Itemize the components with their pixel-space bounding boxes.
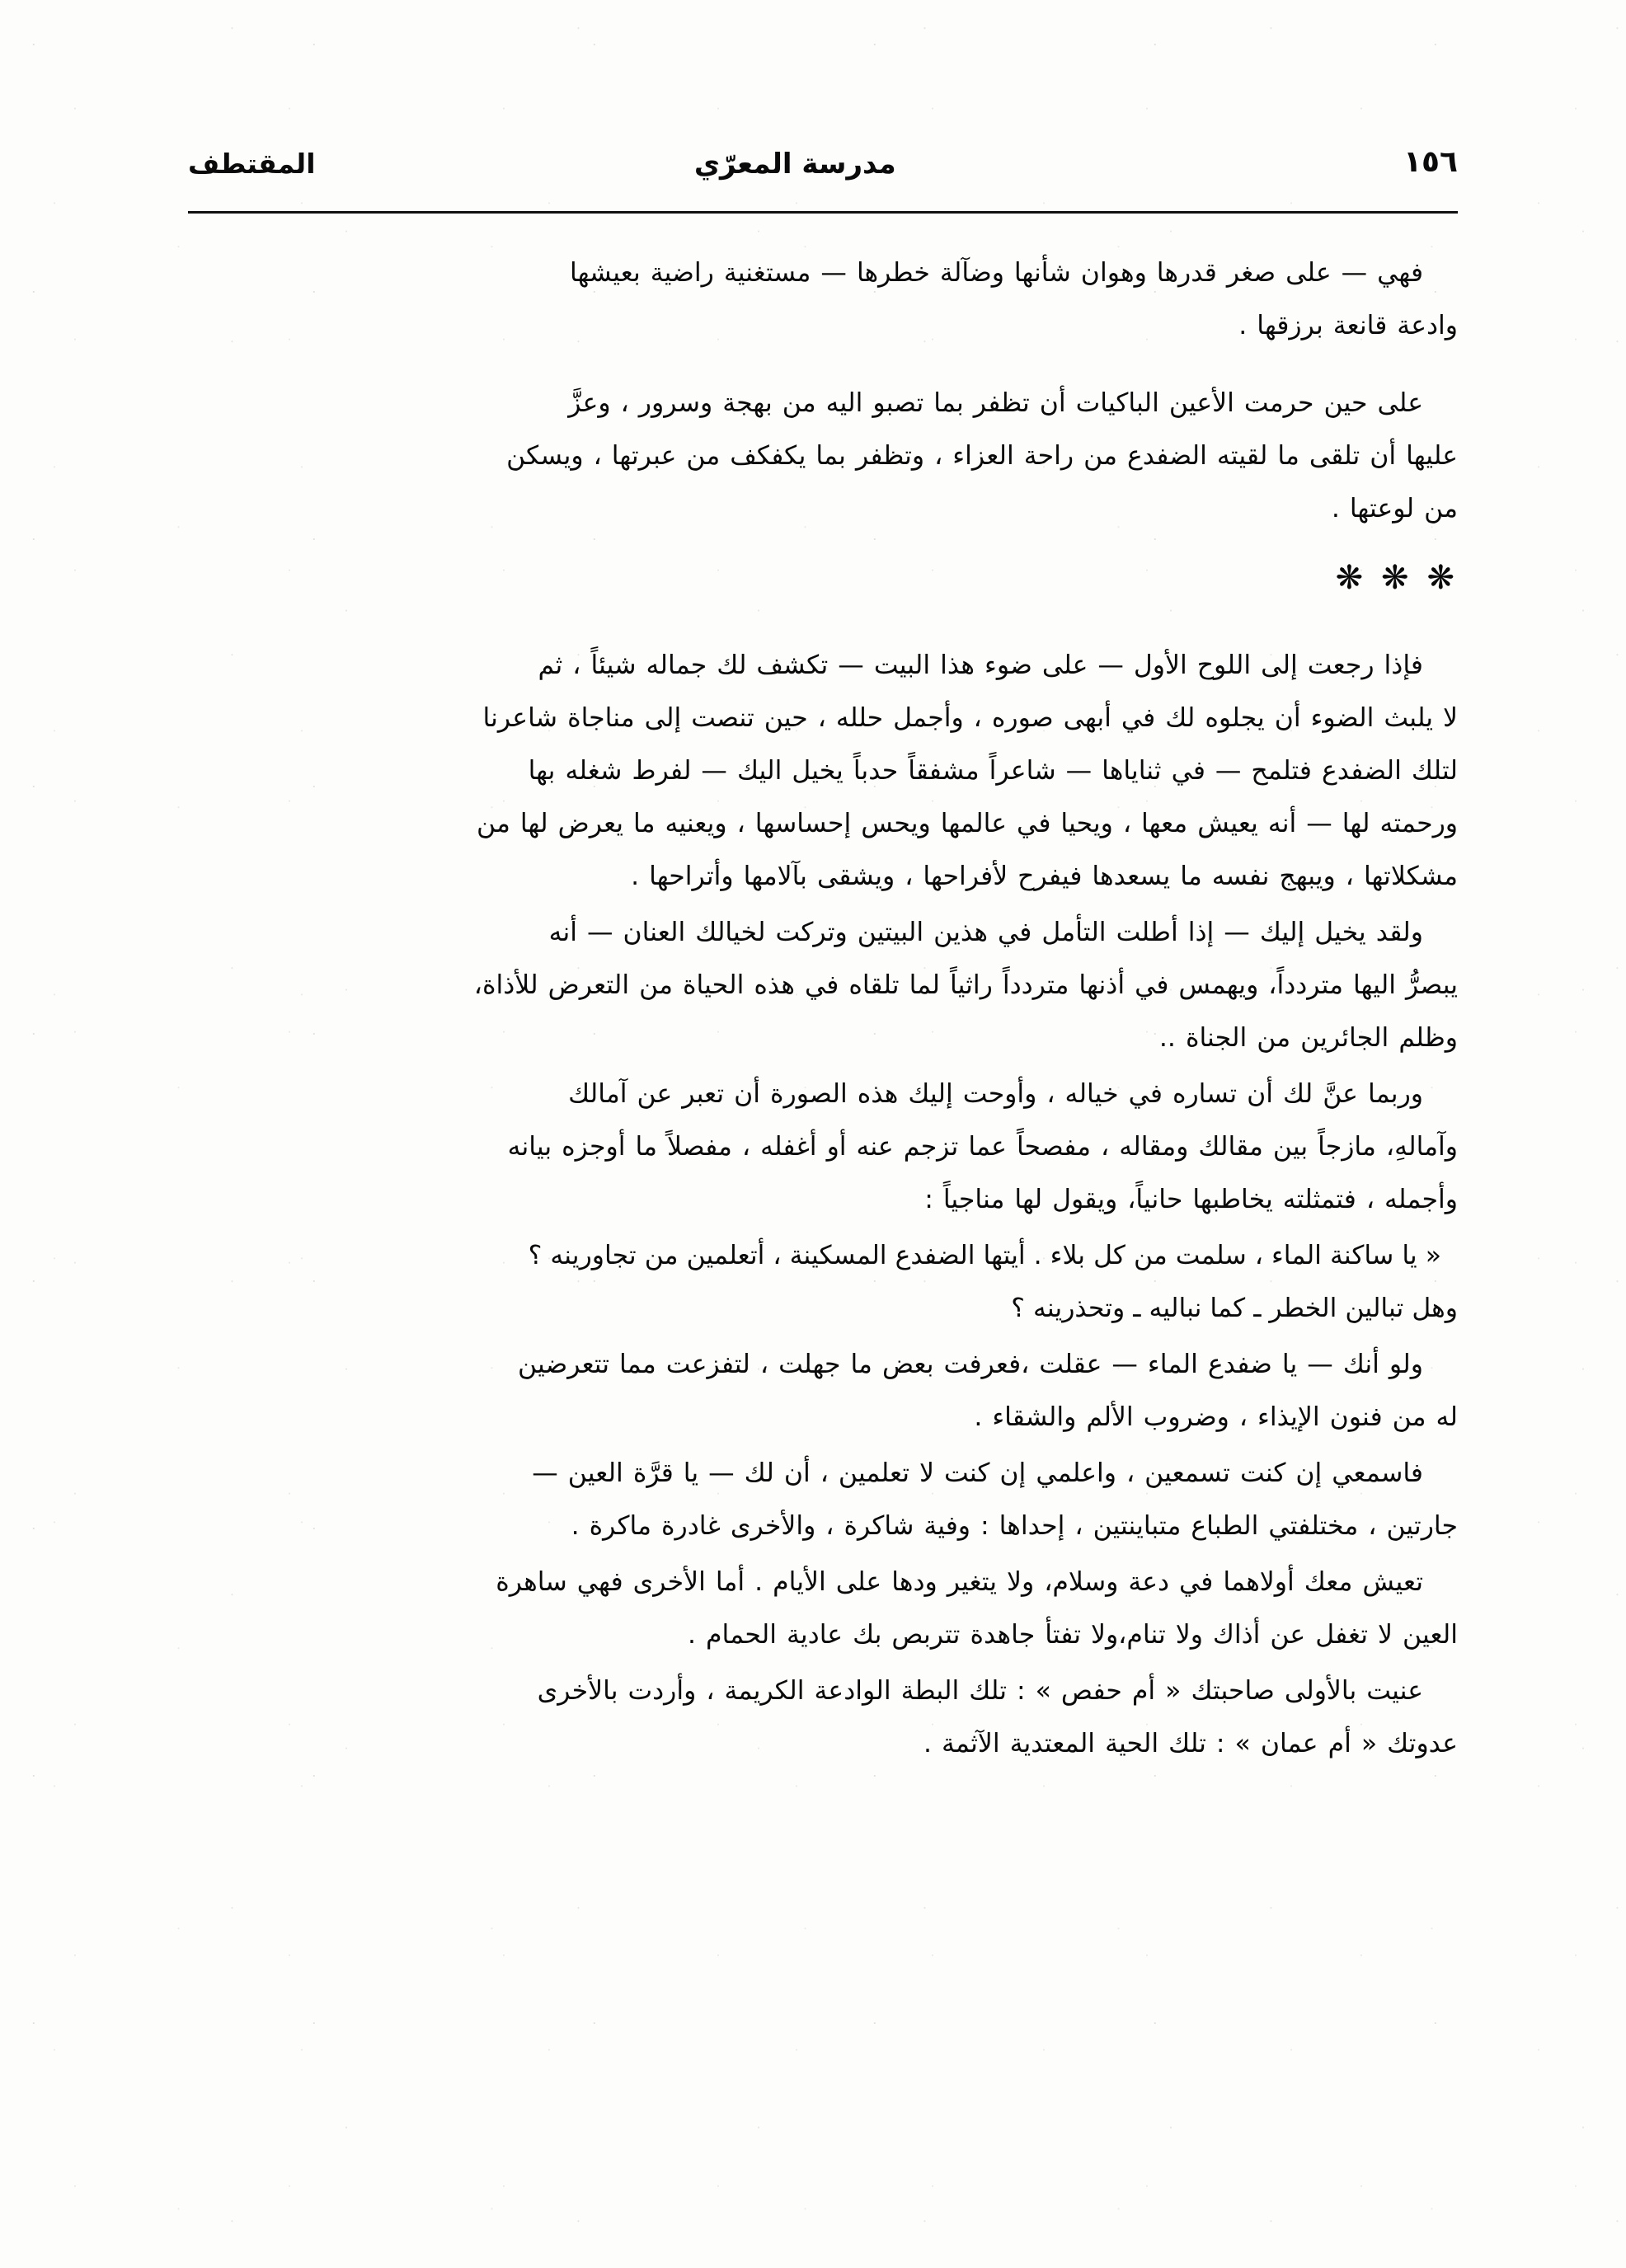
text-line: العين لا تغفل عن أذاك ولا تنام،ولا تفتأ جاهدة تتربص بك عادية الحمام . (687, 1620, 1458, 1650)
text-line: فإذا رجعت إلى اللوح الأول — على ضوء هذا البيت — تكشف لك جماله شيئاً ، ثم (538, 650, 1423, 680)
paragraph (188, 906, 1458, 1064)
journal-name: المقتطف (188, 148, 316, 180)
text-line: جارتين ، مختلفتي الطباع متباينتين ، إحداها : وفية شاكرة ، والأخرى غادرة ماكرة . (571, 1511, 1458, 1541)
text-line: عدوتك « أم عمان » : تلك الحية المعتدية الآثمة . (923, 1729, 1458, 1759)
paragraph (188, 639, 1458, 903)
paragraph (188, 247, 1458, 352)
text-line: فهي — على صغر قدرها وهوان شأنها وضآلة خطرها — مستغنية راضية بعيشها (570, 258, 1423, 288)
text-line: له من فنون الإيذاء ، وضروب الألم والشقاء . (974, 1402, 1458, 1432)
page-content-area (188, 147, 1458, 1773)
paragraph (188, 1665, 1458, 1770)
page-number: ١٥٦ (1403, 145, 1458, 179)
paragraph (188, 1447, 1458, 1552)
text-line: ولقد يخيل إليك — إذا أطلت التأمل في هذين البيتين وتركت لخيالك العنان — أنه (548, 918, 1423, 947)
text-line: مشكلاتها ، ويبهج نفسه ما يسعدها فيفرح لأفراحها ، ويشقى بآلامها وأتراحها . (631, 862, 1458, 891)
text-line: « يا ساكنة الماء ، سلمت من كل بلاء . أيتها الضفدع المسكينة ، أتعلمين من تجاورينه ؟ (528, 1241, 1441, 1270)
paragraph (188, 1068, 1458, 1226)
text-line: على حين حرمت الأعين الباكيات أن تظفر بما تصبو اليه من بهجة وسرور ، وعزَّ (568, 388, 1423, 418)
text-line: وادعة قانعة برزقها . (1238, 311, 1458, 340)
text-line: لتلك الضفدع فتلمح — في ثناياها — شاعراً مشفقاً حدباً يخيل اليك — لفرط شغله بها (528, 756, 1458, 786)
text-line: ورحمته لها — أنه يعيش معها ، ويحيا في عالمها ويحس إحساسها ، ويعنيه ما يعرض لها من (477, 809, 1458, 838)
text-line: عنيت بالأولى صاحبتك « أم حفص » : تلك البطة الوادعة الكريمة ، وأردت بالأخرى (537, 1676, 1423, 1706)
text-line: وأجمله ، فتمثلته يخاطبها حانياً، ويقول لها مناجياً : (924, 1185, 1458, 1214)
paragraph (188, 1338, 1458, 1444)
text-line: عليها أن تلقى ما لقيته الضفدع من راحة العزاء ، وتظفر بما يكفكف من عبرتها ، ويسكن (506, 441, 1458, 471)
text-line: من لوعتها . (1331, 494, 1458, 524)
paragraph (188, 377, 1458, 535)
body-text (188, 247, 1458, 1770)
section-ornament: ❋ ❋ ❋ (1335, 559, 1458, 597)
text-line: لا يلبث الضوء أن يجلوه لك في أبهى صوره ، وأجمل حلله ، حين تنصت إلى مناجاة شاعرنا (482, 703, 1458, 733)
text-line: وهل تبالين الخطر ـ كما نباليه ـ وتحذرينه ؟ (1011, 1294, 1458, 1323)
running-head (188, 147, 1458, 198)
text-line: فاسمعي إن كنت تسمعين ، واعلمي إن كنت لا تعلمين ، أن لك — يا قرَّة العين — (532, 1458, 1423, 1488)
quotation-block (188, 1229, 1458, 1335)
text-line: تعيش معك أولاهما في دعة وسلام، ولا يتغير ودها على الأيام . أما الأخرى فهي ساهرة (496, 1567, 1423, 1597)
paragraph (188, 1556, 1458, 1661)
text-line: وظلم الجائرين من الجناة .. (1158, 1023, 1458, 1053)
header-rule (188, 211, 1458, 214)
text-line: وآمالهِ، مازجاً بين مقالك ومقاله ، مفصحاً عما تزجم عنه أو أغفله ، مفصلاً ما أوجزه بيانه (507, 1132, 1458, 1162)
text-line: وربما عنَّ لك أن تساره في خياله ، وأوحت إليك هذه الصورة أن تعبر عن آمالك (568, 1079, 1423, 1109)
article-title: مدرسة المعرّي (693, 148, 896, 181)
text-line: ولو أنك — يا ضفدع الماء — عقلت ،فعرفت بعض ما جهلت ، لتفزعت مما تتعرضين (517, 1350, 1423, 1379)
text-line: يبصرُّ اليها متردداً، ويهمس في أذنها متردداً راثياً لما تلقاه في هذه الحياة من التعرض للأذاة، (473, 970, 1458, 1000)
